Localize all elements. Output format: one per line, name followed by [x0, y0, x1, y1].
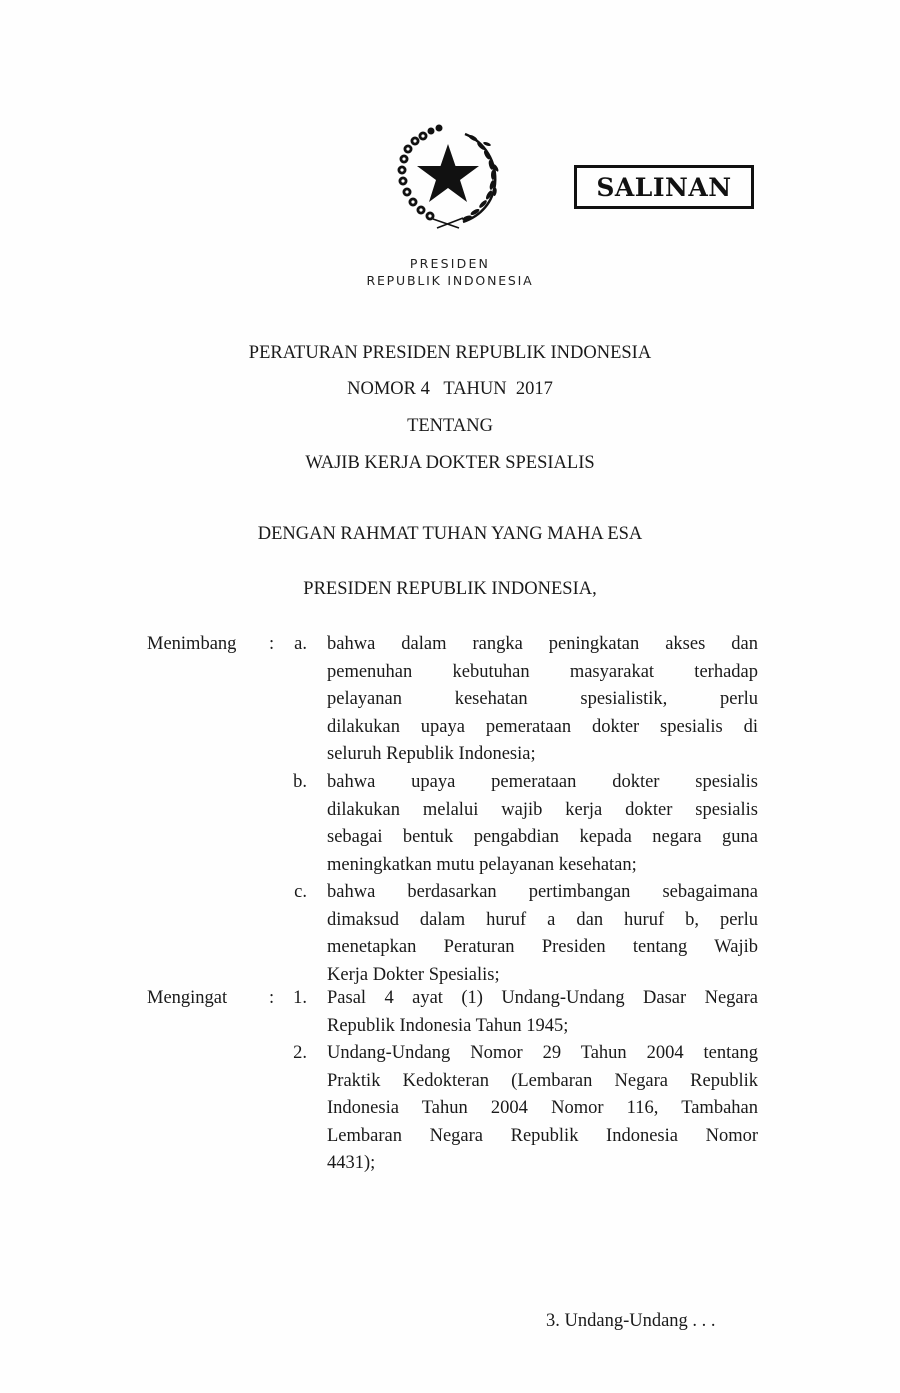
- text-line: dilakukan melalui wajib kerja dokter spesialis: [327, 799, 758, 820]
- text-line: Indonesia Tahun 2004 Nomor 116, Tambahan: [327, 1098, 758, 1119]
- authority: PRESIDEN REPUBLIK INDONESIA,: [303, 579, 597, 599]
- text-line: bahwa berdasarkan pertimbangan sebagaimana: [327, 882, 758, 902]
- text-line: sebagai bentuk pengabdian kepada negara guna: [327, 827, 758, 848]
- text-line: bahwa upaya pemerataan dokter spesialis: [327, 772, 758, 792]
- text-line: meningkatkan mutu pelayanan kesehatan;: [327, 854, 637, 875]
- menimbang-a-marker: a.: [294, 634, 307, 654]
- text-line: seluruh Republik Indonesia;: [327, 744, 536, 765]
- regulation-tentang: TENTANG: [407, 416, 493, 436]
- menimbang-b-text: [327, 769, 758, 879]
- menimbang-b-marker: b.: [293, 772, 307, 792]
- menimbang-c-marker: c.: [294, 882, 307, 902]
- text-line: bahwa dalam rangka peningkatan akses dan: [327, 634, 758, 654]
- text-line: Lembaran Negara Republik Indonesia Nomor: [327, 1125, 758, 1146]
- text-line: Republik Indonesia Tahun 1945;: [327, 1015, 569, 1036]
- text-line: dilakukan upaya pemerataan dokter spesialis di: [327, 716, 758, 737]
- star-wreath-icon: [393, 122, 503, 232]
- text-line: pelayanan kesehatan spesialistik, perlu: [327, 689, 758, 710]
- regulation-number: NOMOR 4 TAHUN 2017: [347, 379, 553, 399]
- regulation-subject: WAJIB KERJA DOKTER SPESIALIS: [305, 453, 595, 473]
- menimbang-c-text: [327, 879, 758, 989]
- menimbang-colon: :: [269, 634, 275, 654]
- mengingat-2-text: [327, 1040, 758, 1178]
- emblem-caption-line2: REPUBLIK INDONESIA: [366, 273, 534, 288]
- mengingat-1-text: [327, 985, 758, 1040]
- text-line: dimaksud dalam huruf a dan huruf b, perlu: [327, 909, 758, 930]
- menimbang-a-text: [327, 631, 758, 769]
- text-line: pemenuhan kebutuhan masyarakat terhadap: [327, 661, 758, 682]
- text-line: Pasal 4 ayat (1) Undang-Undang Dasar Negara: [327, 988, 758, 1008]
- invocation: DENGAN RAHMAT TUHAN YANG MAHA ESA: [257, 524, 643, 544]
- text-line: Kerja Dokter Spesialis;: [327, 964, 500, 985]
- mengingat-2-marker: 2.: [293, 1043, 307, 1063]
- page-continuation: 3. Undang-Undang . . .: [546, 1311, 716, 1331]
- mengingat-1-marker: 1.: [293, 988, 307, 1008]
- mengingat-label: Mengingat: [147, 988, 228, 1008]
- text-line: menetapkan Peraturan Presiden tentang Wajib: [327, 937, 758, 958]
- text-line: Praktik Kedokteran (Lembaran Negara Republik: [327, 1070, 758, 1091]
- salinan-label: SALINAN: [596, 172, 732, 202]
- emblem-caption-line1: PRESIDEN: [409, 256, 491, 271]
- menimbang-label: Menimbang: [147, 634, 237, 654]
- presidential-emblem: [393, 122, 503, 232]
- salinan-stamp: [574, 165, 754, 209]
- text-line: 4431);: [327, 1153, 376, 1174]
- mengingat-colon: :: [269, 988, 275, 1008]
- text-line: Undang-Undang Nomor 29 Tahun 2004 tentang: [327, 1043, 758, 1063]
- regulation-title: PERATURAN PRESIDEN REPUBLIK INDONESIA: [248, 343, 652, 363]
